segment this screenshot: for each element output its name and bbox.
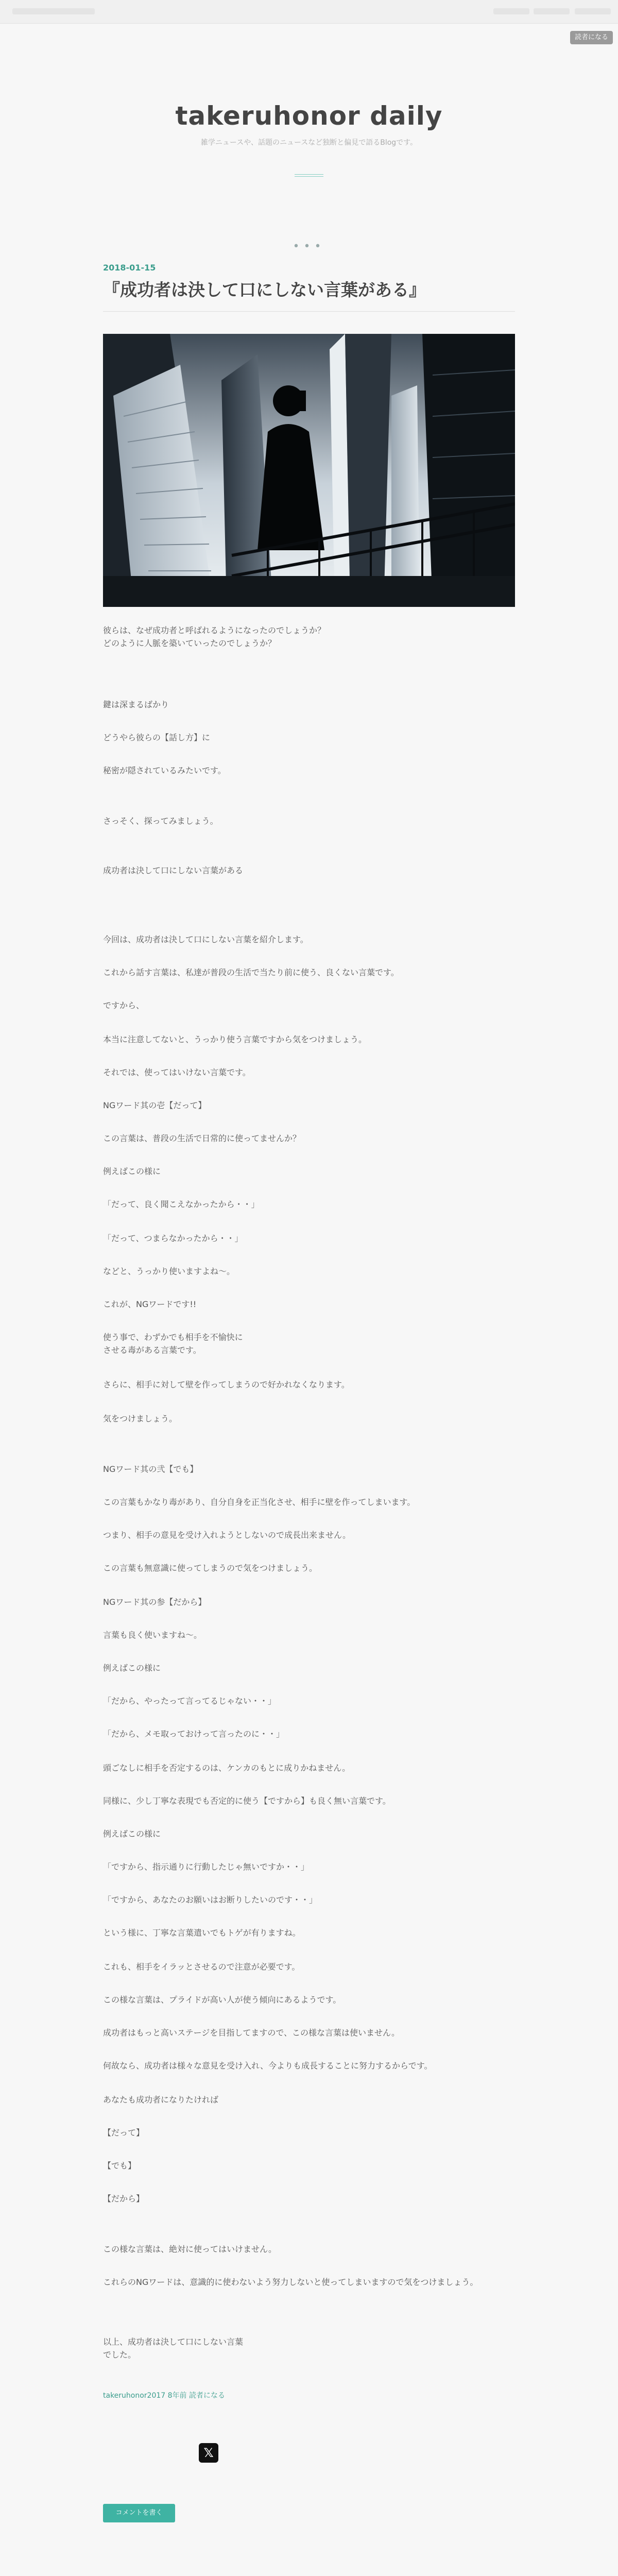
paragraph: 例えばこの様に (103, 1166, 161, 1176)
paragraph: 「だから、メモ取っておけって言ったのに・・」 (103, 1729, 285, 1739)
paragraph: つまり、相手の意見を受け入れようとしないので成長出来ません。 (103, 1530, 351, 1540)
header-divider (295, 174, 323, 177)
blog-description: 雑学ニュースや、話題のニュースなど独断と偏見で語るBlogです。 (200, 139, 418, 147)
paragraph: 本当に注意してないと、うっかり使う言葉ですから気をつけましょう。 (103, 1035, 367, 1044)
paragraph: 「だから、やったって言ってるじゃない・・」 (103, 1696, 277, 1706)
share-x-icon[interactable]: 𝕏 (199, 2443, 218, 2463)
paragraph: 今回は、成功者は決して口にしない言葉を紹介します。 (103, 935, 308, 944)
paragraph: などと、うっかり使いますよね〜。 (103, 1266, 235, 1276)
paragraph: あなたも成功者になりたければ (103, 2095, 219, 2105)
paragraph: それでは、使ってはいけない言葉です。 (103, 1067, 251, 1077)
paragraph: 言葉も良く使いますね〜。 (103, 1630, 202, 1640)
title-divider (103, 311, 515, 312)
paragraph: これが、NGワードです!! (103, 1299, 197, 1309)
paragraph: 頭ごなしに相手を否定するのは、ケンカのもとに成りかねません。 (103, 1763, 351, 1773)
hatena-top-bar (0, 0, 618, 24)
blog-title[interactable]: takeruhonor daily (175, 101, 443, 131)
paragraph: NGワード其の壱【だって】 (103, 1100, 207, 1110)
nav-link-3[interactable] (575, 8, 611, 14)
paragraph: 使う事で、わずかでも相手を不愉快に させる毒がある言葉です。 (103, 1332, 243, 1355)
paragraph: この言葉もかなり毒があり、自分自身を正当化させ、相手に壁を作ってしまいます。 (103, 1497, 416, 1507)
write-comment-button[interactable]: コメントを書く (103, 2504, 175, 2522)
paragraph: この様な言葉は、絶対に使ってはいけません。 (103, 2244, 277, 2254)
paragraph: 何故なら、成功者は様々な意見を受け入れ、今よりも成長することに努力するからです。 (103, 2061, 433, 2071)
nav-link-1[interactable] (493, 8, 529, 14)
entry-separator-dots: ••• (293, 240, 325, 253)
paragraph: 彼らは、なぜ成功者と呼ばれるようになったのでしょうか？ どのように人脈を築いていったのでしょうか？ (103, 625, 326, 648)
nav-link-2[interactable] (534, 8, 570, 14)
paragraph: 以上、成功者は決して口にしない言葉 でした。 (103, 2337, 244, 2360)
paragraph: 鍵は深まるばかり (103, 700, 169, 709)
paragraph: という様に、丁寧な言葉遣いでもトゲが有りますね。 (103, 1928, 301, 1938)
paragraph: これから話す言葉は、私達が普段の生活で当たり前に使う、良くない言葉です。 (103, 968, 399, 977)
paragraph: 例えばこの様に (103, 1829, 161, 1839)
paragraph: ですから、 (103, 1001, 145, 1010)
paragraph: 「だって、つまらなかったから・・」 (103, 1233, 243, 1243)
paragraph: 成功者は決して口にしない言葉がある (103, 866, 244, 875)
paragraph: この言葉も無意識に使ってしまうので気をつけましょう。 (103, 1563, 318, 1573)
paragraph: 「ですから、あなたのお願いはお断りしたいのです・・」 (103, 1895, 318, 1905)
paragraph: 【でも】 (103, 2161, 136, 2171)
city-skyscraper-photo (103, 334, 515, 607)
paragraph: 「ですから、指示通りに行動したじゃ無いですか・・」 (103, 1862, 310, 1872)
entry-footer-meta[interactable]: takeruhonor2017 8年前 読者になる (103, 2392, 225, 2400)
hatena-logo[interactable] (12, 8, 95, 14)
paragraph: NGワード其の参【だから】 (103, 1597, 207, 1607)
entry-title[interactable]: 『成功者は決して口にしない言葉がある』 (103, 280, 426, 300)
entry-photo-city (103, 334, 515, 607)
paragraph: さっそく、探ってみましょう。 (103, 816, 218, 826)
paragraph: さらに、相手に対して壁を作ってしまうので好かれなくなります。 (103, 1380, 350, 1389)
paragraph: 例えばこの様に (103, 1663, 161, 1673)
paragraph: 【だって】 (103, 2128, 145, 2138)
paragraph: 気をつけましょう。 (103, 1414, 178, 1423)
paragraph: これらのNGワードは、意識的に使わないよう努力しないと使ってしまいますので気をつけましょう。 (103, 2277, 478, 2287)
paragraph: NGワード其の弐【でも】 (103, 1464, 198, 1474)
paragraph: 成功者はもっと高いステージを目指してますので、この様な言葉は使いません。 (103, 2028, 400, 2038)
subscribe-button[interactable]: 読者になる (570, 31, 613, 44)
paragraph: これも、相手をイラッとさせるので注意が必要です。 (103, 1962, 300, 1972)
paragraph: 「だって、良く聞こえなかったから・・」 (103, 1199, 260, 1209)
entry-date[interactable]: 2018-01-15 (103, 263, 156, 273)
paragraph: 同様に、少し丁寧な表現でも否定的に使う【ですから】も良く無い言葉です。 (103, 1796, 391, 1806)
paragraph: どうやら彼らの【話し方】に (103, 733, 211, 742)
paragraph: この様な言葉は、プライドが高い人が使う傾向にあるようです。 (103, 1995, 341, 2005)
paragraph: 秘密が隠されているみたいです。 (103, 766, 226, 775)
paragraph: 【だから】 (103, 2194, 145, 2204)
paragraph: この言葉は、普段の生活で日常的に使ってませんか？ (103, 1133, 301, 1143)
